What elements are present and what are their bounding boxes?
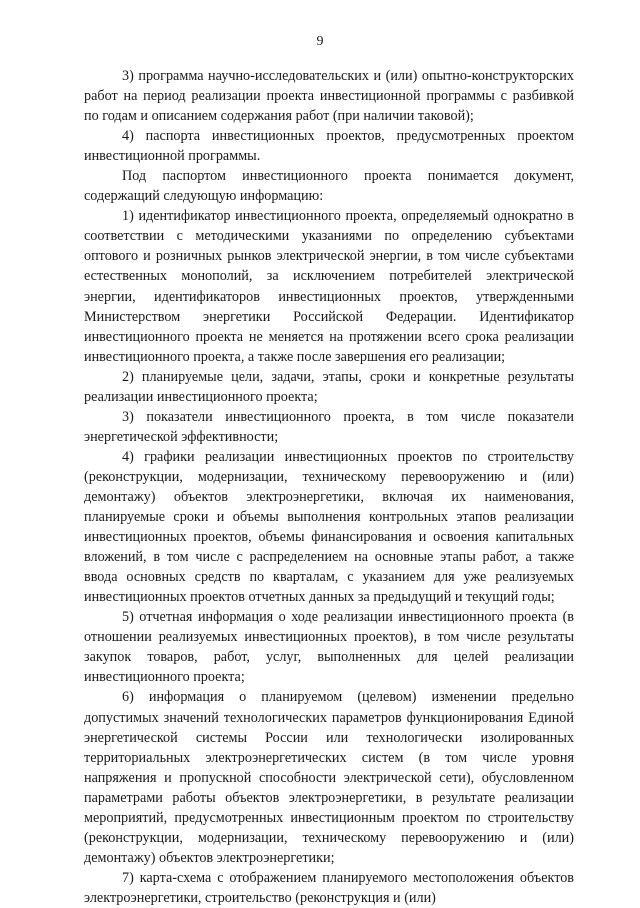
paragraph-item-3-rnd-program: 3) программа научно-исследовательских и (или) опытно-конструкторских работ на период реализации проекта инвестиционной программы с разбивкой по годам и описанием содержания работ (при наличии таковой); [84,68,574,125]
paragraph-passport-definition: Под паспортом инвестиционного проекта понимается документ, содержащий следующую информацию: [84,168,574,205]
paragraph-item-7-map-scheme: 7) карта-схема с отображением планируемого местоположения объектов электроэнергетики, строительство (реконструкция и (или) [84,869,574,906]
page-number: 9 [316,34,324,49]
paragraph-item-5-reporting: 5) отчетная информация о ходе реализации инвестиционного проекта (в отношении реализуемых инвестиционных проектов), в том числе результаты закупок товаров, работ, услуг, выполненных для целей реализации инвестиционного проекта; [84,609,574,686]
paragraph-item-3-indicators: 3) показатели инвестиционного проекта, в том числе показатели энергетической эффективности; [84,408,574,445]
paragraph-item-6-parameters: 6) информация о планируемом (целевом) изменении предельно допустимых значений технологических параметров функционирования Единой энергетической системы России или технологически изолированных территориальных электроэнергетических систем (в том числе уровня напряжения и пропускной способности электрической сети), обусловленном параметрами работы объектов электроэнергетики, в результате реализации мероприятий, предусмотренных инвестиционным проектом по строительству (реконструкции, модернизации, техническому перевооружению и (или) демонтажу) объектов электроэнергетики; [84,689,574,866]
paragraph-item-4-schedules: 4) графики реализации инвестиционных проектов по строительству (реконструкции, модернизации, техническому перевооружению и (или) демонтажу) объектов электроэнергетики, включая их наименования, планируемые сроки и объемы выполнения контрольных этапов реализации инвестиционных проектов, объемы финансирования и освоения капитальных вложений, в том числе с распределением на основные этапы работ, а также ввода основных средств по кварталам, с указанием для уже реализуемых инвестиционных проектов отчетных данных за предыдущий и текущий годы; [84,448,574,606]
document-body [84,66,574,908]
paragraph-item-2-goals: 2) планируемые цели, задачи, этапы, сроки и конкретные результаты реализации инвестиционного проекта; [84,368,574,405]
paragraph-item-4-project-passports: 4) паспорта инвестиционных проектов, предусмотренных проектом инвестиционной программы. [84,128,574,165]
paragraph-item-1-identifier: 1) идентификатор инвестиционного проекта, определяемый однократно в соответствии с методическими указаниями по определению субъектами оптового и розничных рынков электрической энергии, в том числе субъектами естественных монополий, за исключением потребителей электрической энергии, идентификаторов инвестиционных проектов, утвержденными Министерством энергетики Российской Федерации. Идентификатор инвестиционного проекта не меняется на протяжении всего срока реализации инвестиционного проекта, а также после завершения его реализации; [84,208,574,365]
